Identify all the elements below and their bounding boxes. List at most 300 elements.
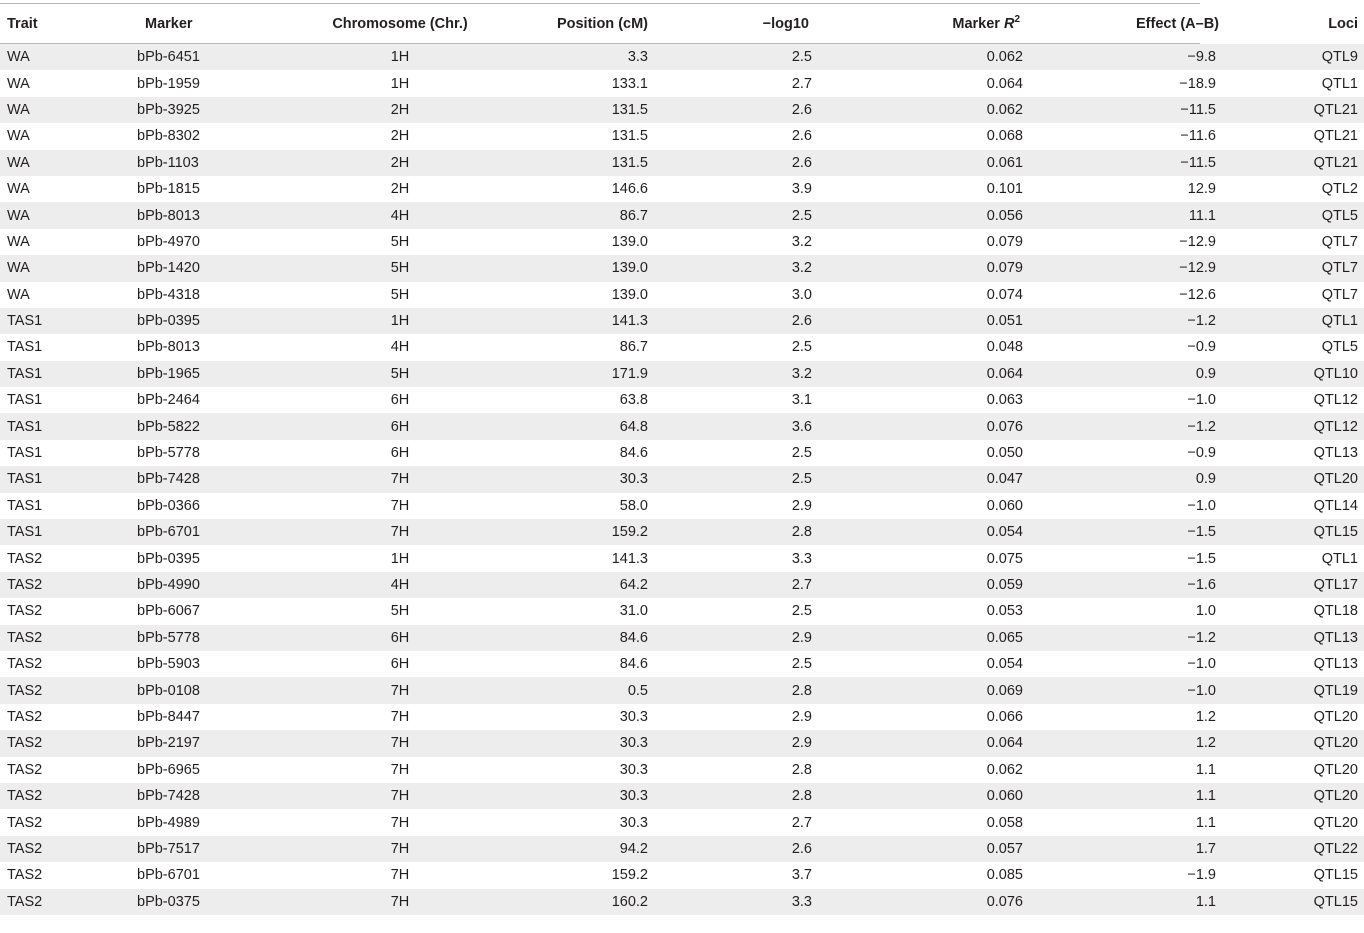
cell-log10: 2.9 [650, 704, 867, 730]
cell-effect: 1.0 [1057, 598, 1243, 624]
cell-trait: TAS2 [0, 625, 115, 651]
cell-marker-r2: 0.076 [867, 413, 1057, 439]
cell-log10: 3.7 [650, 862, 867, 888]
cell-trait: TAS2 [0, 757, 115, 783]
cell-trait: WA [0, 150, 115, 176]
cell-loci: QTL13 [1243, 625, 1364, 651]
cell-marker: bPb-7517 [115, 836, 295, 862]
cell-effect: −1.5 [1057, 519, 1243, 545]
cell-marker: bPb-4318 [115, 282, 295, 308]
cell-chromosome: 2H [295, 123, 505, 149]
cell-loci: QTL19 [1243, 677, 1364, 703]
cell-chromosome: 7H [295, 889, 505, 915]
cell-marker-r2: 0.060 [867, 493, 1057, 519]
cell-marker: bPb-3925 [115, 97, 295, 123]
cell-chromosome: 6H [295, 440, 505, 466]
cell-marker-r2: 0.054 [867, 519, 1057, 545]
cell-position: 30.3 [505, 466, 650, 492]
cell-marker: bPb-1959 [115, 70, 295, 96]
cell-loci: QTL2 [1243, 176, 1364, 202]
qtl-table [0, 4, 1364, 915]
table-row [0, 493, 1364, 519]
table-row [0, 150, 1364, 176]
cell-position: 131.5 [505, 123, 650, 149]
cell-effect: −11.5 [1057, 97, 1243, 123]
cell-effect: −1.5 [1057, 545, 1243, 571]
cell-marker-r2: 0.062 [867, 44, 1057, 70]
cell-position: 30.3 [505, 730, 650, 756]
header-r2-variable: R [1003, 16, 1015, 32]
cell-marker: bPb-6451 [115, 44, 295, 70]
cell-marker-r2: 0.064 [867, 730, 1057, 756]
cell-marker: bPb-6701 [115, 519, 295, 545]
header-row [0, 4, 1364, 44]
cell-log10: 2.6 [650, 150, 867, 176]
cell-marker: bPb-5778 [115, 440, 295, 466]
cell-position: 139.0 [505, 282, 650, 308]
cell-effect: −11.6 [1057, 123, 1243, 149]
cell-chromosome: 6H [295, 387, 505, 413]
cell-log10: 3.2 [650, 255, 867, 281]
cell-log10: 2.5 [650, 651, 867, 677]
cell-trait: TAS2 [0, 545, 115, 571]
cell-effect: 1.1 [1057, 809, 1243, 835]
table-row [0, 229, 1364, 255]
cell-position: 141.3 [505, 545, 650, 571]
cell-loci: QTL21 [1243, 150, 1364, 176]
cell-trait: WA [0, 70, 115, 96]
table-row [0, 440, 1364, 466]
cell-loci: QTL5 [1243, 202, 1364, 228]
cell-effect: 11.1 [1057, 202, 1243, 228]
cell-effect: −1.2 [1057, 625, 1243, 651]
header-r2-superscript: 2 [1014, 14, 1020, 26]
cell-trait: TAS2 [0, 572, 115, 598]
cell-loci: QTL15 [1243, 519, 1364, 545]
cell-loci: QTL12 [1243, 413, 1364, 439]
cell-log10: 2.5 [650, 598, 867, 624]
table-row [0, 413, 1364, 439]
cell-log10: 2.6 [650, 97, 867, 123]
table-row [0, 387, 1364, 413]
cell-chromosome: 7H [295, 862, 505, 888]
cell-loci: QTL9 [1243, 44, 1364, 70]
cell-position: 30.3 [505, 809, 650, 835]
cell-trait: WA [0, 176, 115, 202]
cell-trait: WA [0, 282, 115, 308]
cell-chromosome: 6H [295, 413, 505, 439]
table-row [0, 783, 1364, 809]
cell-log10: 3.2 [650, 361, 867, 387]
cell-chromosome: 7H [295, 519, 505, 545]
cell-loci: QTL21 [1243, 123, 1364, 149]
cell-loci: QTL20 [1243, 730, 1364, 756]
cell-effect: 1.2 [1057, 704, 1243, 730]
cell-marker-r2: 0.066 [867, 704, 1057, 730]
cell-effect: 1.7 [1057, 836, 1243, 862]
cell-log10: 3.9 [650, 176, 867, 202]
cell-marker: bPb-5903 [115, 651, 295, 677]
cell-loci: QTL14 [1243, 493, 1364, 519]
header-effect: Effect (A–B) [1136, 16, 1219, 32]
header-loci: Loci [1328, 16, 1358, 32]
cell-marker-r2: 0.062 [867, 757, 1057, 783]
cell-marker: bPb-4970 [115, 229, 295, 255]
cell-trait: WA [0, 123, 115, 149]
cell-position: 131.5 [505, 150, 650, 176]
header-trait: Trait [7, 16, 38, 32]
cell-effect: −1.2 [1057, 413, 1243, 439]
cell-position: 131.5 [505, 97, 650, 123]
cell-loci: QTL1 [1243, 70, 1364, 96]
cell-loci: QTL7 [1243, 229, 1364, 255]
cell-marker: bPb-2197 [115, 730, 295, 756]
cell-position: 58.0 [505, 493, 650, 519]
cell-marker: bPb-1103 [115, 150, 295, 176]
cell-position: 64.8 [505, 413, 650, 439]
cell-trait: TAS2 [0, 809, 115, 835]
table-row [0, 70, 1364, 96]
cell-position: 31.0 [505, 598, 650, 624]
cell-loci: QTL18 [1243, 598, 1364, 624]
cell-chromosome: 7H [295, 466, 505, 492]
cell-trait: TAS1 [0, 387, 115, 413]
cell-position: 63.8 [505, 387, 650, 413]
cell-marker-r2: 0.059 [867, 572, 1057, 598]
table-row [0, 334, 1364, 360]
table-row [0, 202, 1364, 228]
cell-chromosome: 2H [295, 97, 505, 123]
header-position: Position (cM) [556, 16, 648, 32]
cell-effect: −1.6 [1057, 572, 1243, 598]
cell-marker: bPb-6701 [115, 862, 295, 888]
cell-marker-r2: 0.058 [867, 809, 1057, 835]
table-row [0, 625, 1364, 651]
cell-effect: −9.8 [1057, 44, 1243, 70]
table-row [0, 651, 1364, 677]
cell-trait: TAS2 [0, 862, 115, 888]
cell-marker-r2: 0.064 [867, 361, 1057, 387]
cell-marker-r2: 0.074 [867, 282, 1057, 308]
cell-position: 146.6 [505, 176, 650, 202]
cell-chromosome: 1H [295, 545, 505, 571]
cell-marker: bPb-6965 [115, 757, 295, 783]
cell-marker: bPb-7428 [115, 466, 295, 492]
cell-log10: 2.7 [650, 70, 867, 96]
cell-marker: bPb-1815 [115, 176, 295, 202]
cell-position: 141.3 [505, 308, 650, 334]
cell-marker-r2: 0.063 [867, 387, 1057, 413]
cell-chromosome: 7H [295, 809, 505, 835]
cell-log10: 3.2 [650, 229, 867, 255]
cell-position: 64.2 [505, 572, 650, 598]
table-row [0, 809, 1364, 835]
cell-marker-r2: 0.065 [867, 625, 1057, 651]
cell-effect: 12.9 [1057, 176, 1243, 202]
cell-log10: 2.5 [650, 466, 867, 492]
cell-chromosome: 7H [295, 677, 505, 703]
table-row [0, 255, 1364, 281]
header-chromosome: Chromosome (Chr.) [332, 16, 468, 32]
cell-marker-r2: 0.079 [867, 255, 1057, 281]
cell-loci: QTL21 [1243, 97, 1364, 123]
table-header [0, 4, 1364, 44]
table-row [0, 572, 1364, 598]
cell-chromosome: 7H [295, 493, 505, 519]
cell-marker-r2: 0.061 [867, 150, 1057, 176]
cell-position: 133.1 [505, 70, 650, 96]
cell-position: 86.7 [505, 334, 650, 360]
cell-chromosome: 2H [295, 176, 505, 202]
cell-trait: TAS1 [0, 466, 115, 492]
cell-marker: bPb-0395 [115, 308, 295, 334]
table-row [0, 545, 1364, 571]
cell-trait: WA [0, 202, 115, 228]
cell-marker-r2: 0.054 [867, 651, 1057, 677]
cell-trait: TAS1 [0, 440, 115, 466]
cell-chromosome: 6H [295, 651, 505, 677]
cell-log10: 2.5 [650, 202, 867, 228]
table-row [0, 704, 1364, 730]
table-row [0, 677, 1364, 703]
cell-log10: 2.7 [650, 809, 867, 835]
cell-loci: QTL17 [1243, 572, 1364, 598]
cell-trait: WA [0, 44, 115, 70]
cell-marker-r2: 0.062 [867, 97, 1057, 123]
cell-marker: bPb-2464 [115, 387, 295, 413]
cell-log10: 3.0 [650, 282, 867, 308]
cell-effect: 0.9 [1057, 361, 1243, 387]
cell-effect: −18.9 [1057, 70, 1243, 96]
cell-loci: QTL13 [1243, 651, 1364, 677]
cell-trait: TAS2 [0, 783, 115, 809]
cell-loci: QTL15 [1243, 889, 1364, 915]
cell-trait: TAS1 [0, 334, 115, 360]
cell-trait: TAS1 [0, 413, 115, 439]
cell-position: 86.7 [505, 202, 650, 228]
header-r2-prefix: Marker [952, 16, 1004, 32]
cell-log10: 2.8 [650, 519, 867, 545]
cell-effect: −1.0 [1057, 387, 1243, 413]
cell-trait: TAS1 [0, 493, 115, 519]
cell-marker: bPb-0108 [115, 677, 295, 703]
cell-chromosome: 5H [295, 255, 505, 281]
cell-trait: TAS2 [0, 730, 115, 756]
cell-trait: WA [0, 229, 115, 255]
table-row [0, 466, 1364, 492]
cell-chromosome: 7H [295, 704, 505, 730]
cell-position: 94.2 [505, 836, 650, 862]
cell-position: 30.3 [505, 704, 650, 730]
table-row [0, 757, 1364, 783]
table-row [0, 862, 1364, 888]
cell-marker-r2: 0.064 [867, 70, 1057, 96]
cell-effect: −11.5 [1057, 150, 1243, 176]
cell-effect: −12.9 [1057, 255, 1243, 281]
cell-effect: −12.6 [1057, 282, 1243, 308]
cell-chromosome: 4H [295, 334, 505, 360]
cell-marker-r2: 0.047 [867, 466, 1057, 492]
cell-trait: TAS2 [0, 677, 115, 703]
cell-log10: 2.9 [650, 493, 867, 519]
cell-position: 159.2 [505, 862, 650, 888]
cell-effect: −1.2 [1057, 308, 1243, 334]
cell-marker: bPb-6067 [115, 598, 295, 624]
cell-loci: QTL12 [1243, 387, 1364, 413]
table-row [0, 123, 1364, 149]
cell-marker: bPb-1965 [115, 361, 295, 387]
cell-marker: bPb-5822 [115, 413, 295, 439]
table-row [0, 361, 1364, 387]
table-row [0, 282, 1364, 308]
cell-trait: TAS1 [0, 308, 115, 334]
cell-chromosome: 7H [295, 836, 505, 862]
cell-effect: 1.1 [1057, 757, 1243, 783]
cell-position: 84.6 [505, 440, 650, 466]
cell-trait: WA [0, 255, 115, 281]
cell-marker: bPb-0395 [115, 545, 295, 571]
cell-chromosome: 5H [295, 229, 505, 255]
cell-position: 139.0 [505, 255, 650, 281]
cell-loci: QTL20 [1243, 809, 1364, 835]
cell-log10: 3.3 [650, 889, 867, 915]
cell-loci: QTL22 [1243, 836, 1364, 862]
cell-marker-r2: 0.057 [867, 836, 1057, 862]
cell-marker-r2: 0.076 [867, 889, 1057, 915]
table-row [0, 836, 1364, 862]
cell-marker-r2: 0.069 [867, 677, 1057, 703]
cell-effect: −0.9 [1057, 334, 1243, 360]
table-row [0, 519, 1364, 545]
cell-log10: 2.8 [650, 783, 867, 809]
cell-marker: bPb-0366 [115, 493, 295, 519]
cell-log10: 3.6 [650, 413, 867, 439]
cell-position: 84.6 [505, 625, 650, 651]
cell-marker-r2: 0.068 [867, 123, 1057, 149]
cell-loci: QTL20 [1243, 757, 1364, 783]
cell-trait: TAS1 [0, 361, 115, 387]
cell-position: 139.0 [505, 229, 650, 255]
cell-trait: TAS1 [0, 519, 115, 545]
cell-effect: −1.0 [1057, 677, 1243, 703]
cell-marker: bPb-8447 [115, 704, 295, 730]
cell-marker-r2: 0.085 [867, 862, 1057, 888]
cell-marker-r2: 0.075 [867, 545, 1057, 571]
header-marker: Marker [145, 16, 193, 32]
cell-marker: bPb-8013 [115, 334, 295, 360]
cell-chromosome: 6H [295, 625, 505, 651]
cell-loci: QTL5 [1243, 334, 1364, 360]
cell-chromosome: 1H [295, 44, 505, 70]
cell-position: 84.6 [505, 651, 650, 677]
cell-trait: TAS2 [0, 651, 115, 677]
table-row [0, 44, 1364, 70]
cell-chromosome: 4H [295, 202, 505, 228]
cell-log10: 3.3 [650, 545, 867, 571]
cell-trait: TAS2 [0, 889, 115, 915]
cell-marker: bPb-7428 [115, 783, 295, 809]
cell-loci: QTL15 [1243, 862, 1364, 888]
cell-loci: QTL20 [1243, 466, 1364, 492]
cell-chromosome: 1H [295, 70, 505, 96]
table-row [0, 730, 1364, 756]
cell-position: 159.2 [505, 519, 650, 545]
cell-log10: 2.6 [650, 123, 867, 149]
table-row [0, 598, 1364, 624]
cell-marker: bPb-0375 [115, 889, 295, 915]
table-row [0, 97, 1364, 123]
cell-marker-r2: 0.053 [867, 598, 1057, 624]
cell-log10: 2.9 [650, 730, 867, 756]
header-log10: −log10 [762, 16, 809, 32]
cell-effect: −1.0 [1057, 493, 1243, 519]
cell-log10: 2.9 [650, 625, 867, 651]
cell-trait: TAS2 [0, 836, 115, 862]
cell-chromosome: 2H [295, 150, 505, 176]
cell-loci: QTL7 [1243, 282, 1364, 308]
cell-trait: TAS2 [0, 598, 115, 624]
table-row [0, 889, 1364, 915]
cell-chromosome: 7H [295, 757, 505, 783]
cell-effect: −1.9 [1057, 862, 1243, 888]
cell-marker: bPb-4990 [115, 572, 295, 598]
cell-position: 171.9 [505, 361, 650, 387]
cell-effect: −0.9 [1057, 440, 1243, 466]
cell-marker-r2: 0.101 [867, 176, 1057, 202]
cell-effect: 1.1 [1057, 783, 1243, 809]
cell-log10: 2.8 [650, 677, 867, 703]
cell-log10: 2.6 [650, 308, 867, 334]
cell-loci: QTL13 [1243, 440, 1364, 466]
cell-log10: 3.1 [650, 387, 867, 413]
table-body [0, 44, 1364, 915]
cell-log10: 2.7 [650, 572, 867, 598]
cell-marker: bPb-1420 [115, 255, 295, 281]
cell-position: 30.3 [505, 757, 650, 783]
cell-log10: 2.5 [650, 440, 867, 466]
cell-log10: 2.8 [650, 757, 867, 783]
table-row [0, 308, 1364, 334]
cell-marker-r2: 0.060 [867, 783, 1057, 809]
cell-marker: bPb-5778 [115, 625, 295, 651]
cell-position: 3.3 [505, 44, 650, 70]
cell-marker-r2: 0.051 [867, 308, 1057, 334]
header-marker-r2 [867, 4, 1057, 44]
cell-loci: QTL20 [1243, 704, 1364, 730]
cell-log10: 2.6 [650, 836, 867, 862]
cell-effect: 0.9 [1057, 466, 1243, 492]
cell-chromosome: 7H [295, 783, 505, 809]
cell-marker: bPb-8302 [115, 123, 295, 149]
cell-chromosome: 5H [295, 282, 505, 308]
cell-marker-r2: 0.056 [867, 202, 1057, 228]
cell-position: 160.2 [505, 889, 650, 915]
cell-effect: 1.1 [1057, 889, 1243, 915]
cell-loci: QTL1 [1243, 308, 1364, 334]
cell-effect: −12.9 [1057, 229, 1243, 255]
cell-log10: 2.5 [650, 334, 867, 360]
cell-effect: 1.2 [1057, 730, 1243, 756]
cell-chromosome: 4H [295, 572, 505, 598]
cell-marker: bPb-8013 [115, 202, 295, 228]
cell-loci: QTL10 [1243, 361, 1364, 387]
cell-loci: QTL20 [1243, 783, 1364, 809]
cell-chromosome: 5H [295, 598, 505, 624]
cell-position: 30.3 [505, 783, 650, 809]
cell-chromosome: 1H [295, 308, 505, 334]
cell-loci: QTL7 [1243, 255, 1364, 281]
cell-position: 0.5 [505, 677, 650, 703]
